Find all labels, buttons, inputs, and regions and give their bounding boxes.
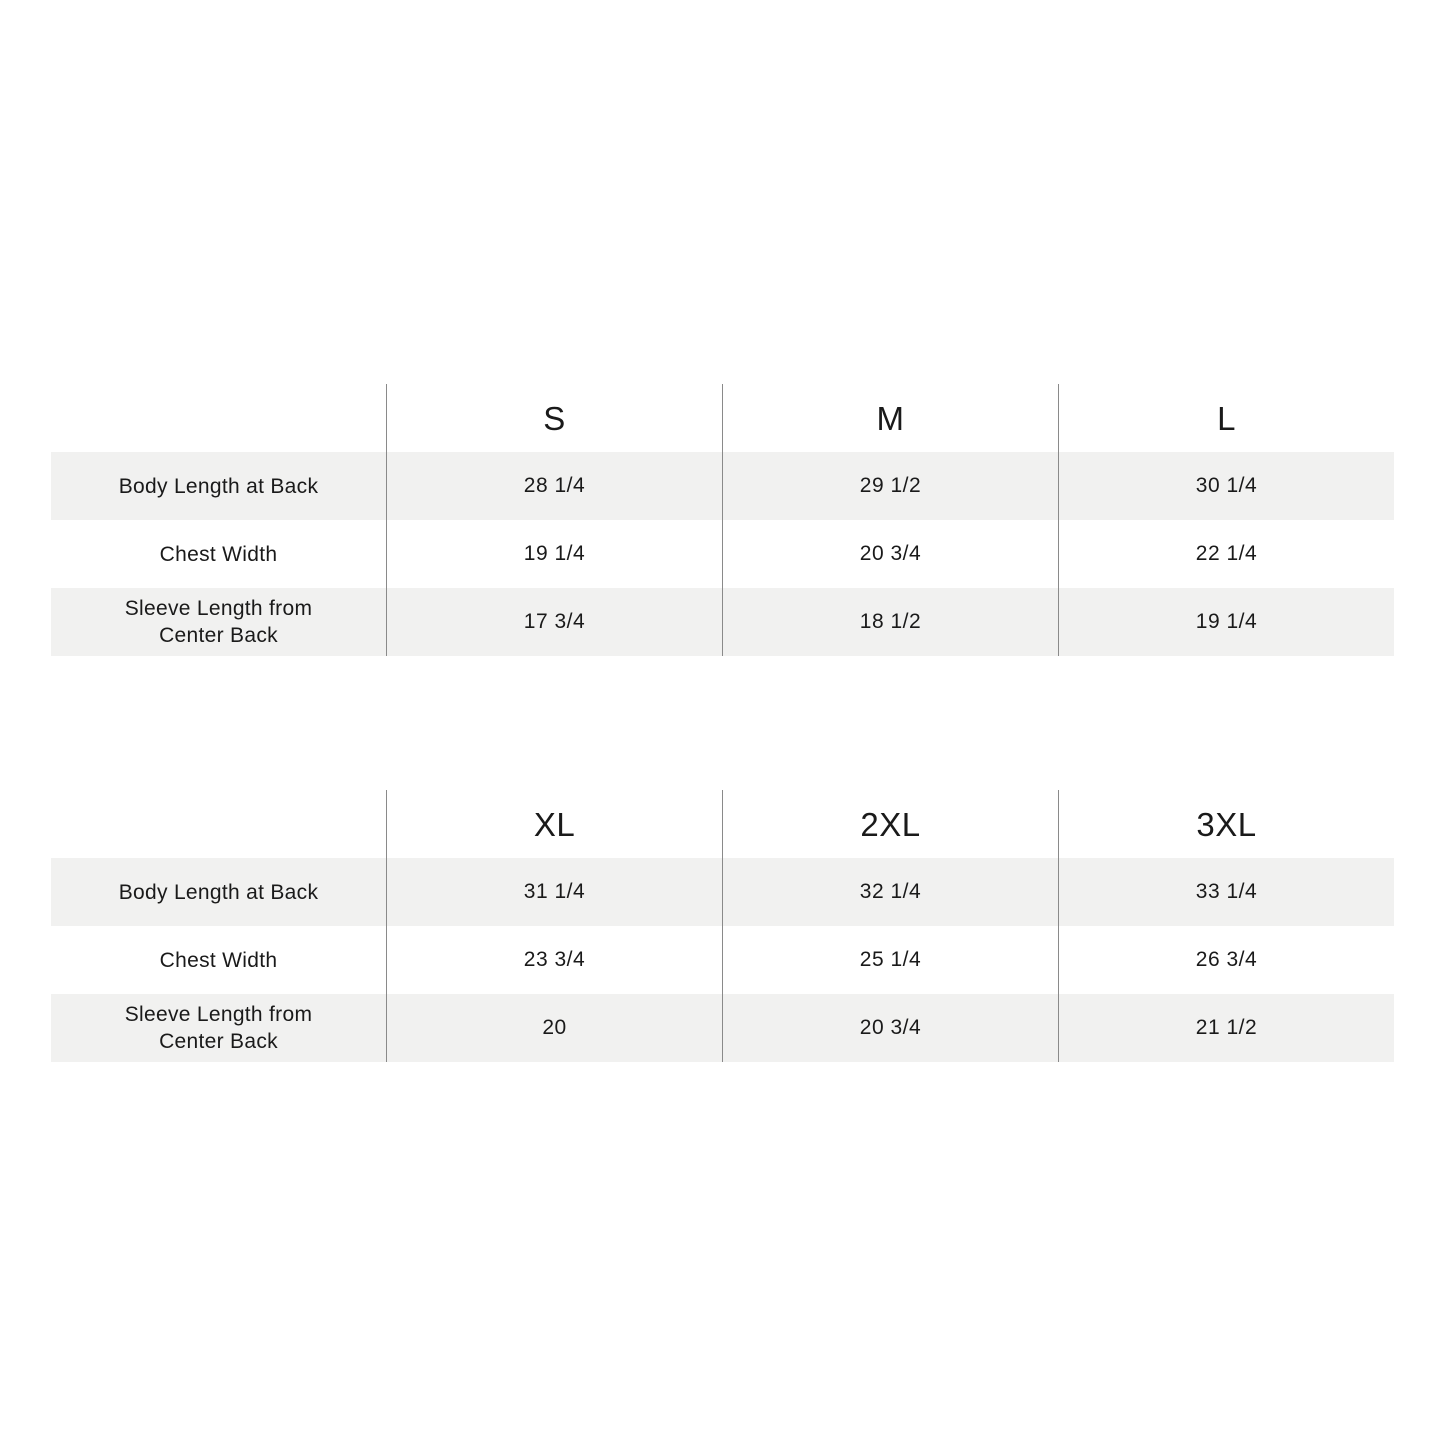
size-header-row (51, 384, 1394, 452)
row-label-text: Chest Width (159, 948, 278, 972)
measurement-cell: 18 1/2 (722, 588, 1058, 656)
row-label-text: Body Length at Back (118, 880, 319, 904)
measurement-cell: 20 3/4 (722, 994, 1058, 1062)
measurement-cell: 22 1/4 (1058, 520, 1394, 588)
size-chart-table-1 (51, 384, 1394, 656)
row-label (51, 452, 386, 520)
table-row-body-length (51, 452, 1394, 520)
measurement-cell: 20 3/4 (722, 520, 1058, 588)
measurement-cell: 30 1/4 (1058, 452, 1394, 520)
measurement-cell: 19 1/4 (1058, 588, 1394, 656)
size-label-l: L (1058, 384, 1394, 452)
size-chart-table-2 (51, 790, 1394, 1062)
measurement-cell: 23 3/4 (386, 926, 722, 994)
measurement-cell: 21 1/2 (1058, 994, 1394, 1062)
table-row-sleeve-length (51, 994, 1394, 1062)
row-label-text: Sleeve Length from Center Back (124, 597, 313, 647)
measurement-cell: 20 (386, 994, 722, 1062)
row-label (51, 588, 386, 656)
table-row-body-length (51, 858, 1394, 926)
measurement-cell: 33 1/4 (1058, 858, 1394, 926)
size-label-s: S (386, 384, 722, 452)
size-label-m: M (722, 384, 1058, 452)
table-row-chest-width (51, 520, 1394, 588)
measurement-cell: 19 1/4 (386, 520, 722, 588)
row-label-text: Chest Width (159, 542, 278, 566)
table-row-chest-width (51, 926, 1394, 994)
size-label-xl: XL (386, 790, 722, 858)
size-label-2xl: 2XL (722, 790, 1058, 858)
size-header-row (51, 790, 1394, 858)
row-label (51, 520, 386, 588)
row-label (51, 858, 386, 926)
measurement-cell: 32 1/4 (722, 858, 1058, 926)
measurement-cell: 29 1/2 (722, 452, 1058, 520)
row-label (51, 994, 386, 1062)
header-blank-cell (51, 790, 386, 858)
row-label-text: Body Length at Back (118, 474, 319, 498)
header-blank-cell (51, 384, 386, 452)
row-label (51, 926, 386, 994)
size-label-3xl: 3XL (1058, 790, 1394, 858)
row-label-text: Sleeve Length from Center Back (124, 1003, 313, 1053)
measurement-cell: 26 3/4 (1058, 926, 1394, 994)
measurement-cell: 25 1/4 (722, 926, 1058, 994)
table-row-sleeve-length (51, 588, 1394, 656)
measurement-cell: 31 1/4 (386, 858, 722, 926)
measurement-cell: 28 1/4 (386, 452, 722, 520)
measurement-cell: 17 3/4 (386, 588, 722, 656)
